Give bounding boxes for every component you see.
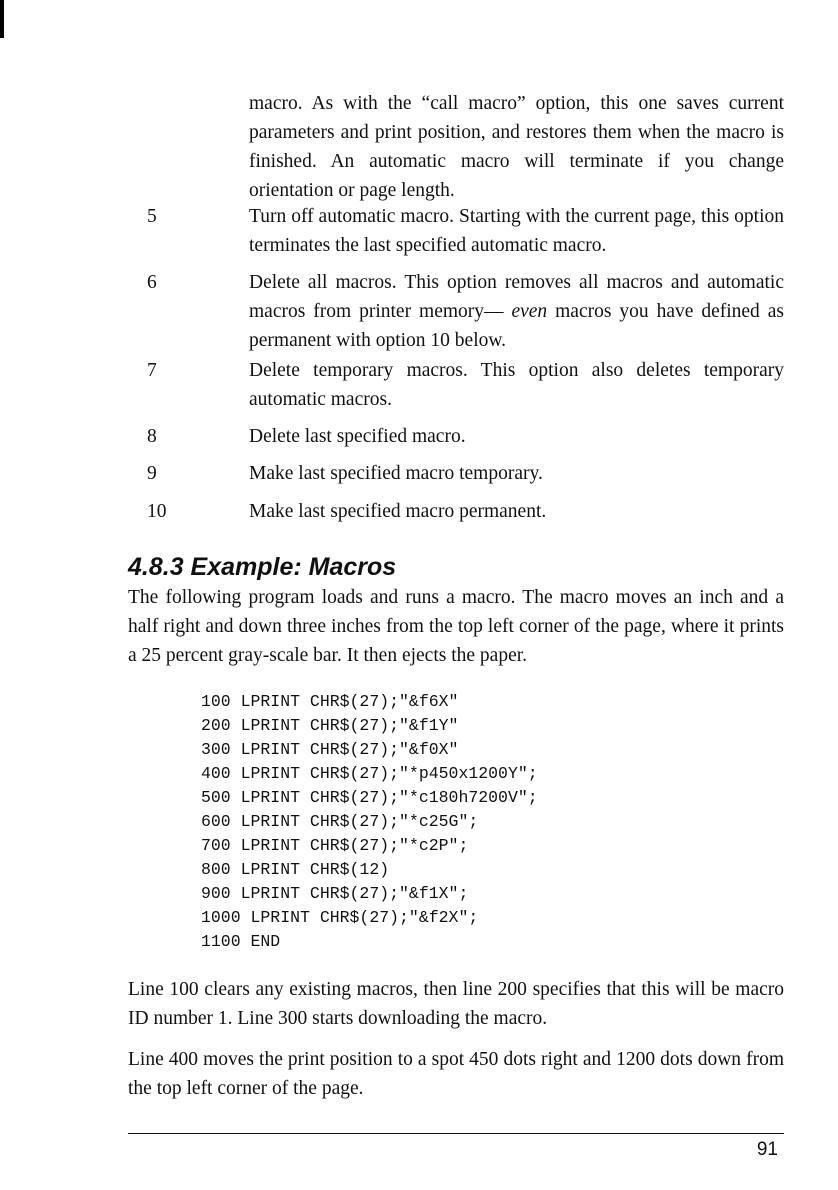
code-line: 1000 LPRINT CHR$(27);"&f2X";: [201, 908, 479, 927]
code-line: 100 LPRINT CHR$(27);"&f6X": [201, 692, 459, 711]
code-line: 600 LPRINT CHR$(27);"*c25G";: [201, 812, 479, 831]
option-number: 10: [147, 501, 167, 522]
scan-edge-mark: [0, 0, 4, 38]
option-number: 7: [147, 360, 157, 381]
code-line: 400 LPRINT CHR$(27);"*p450x1200Y";: [201, 764, 538, 783]
explanation-paragraph-1: Line 100 clears any existing macros, then line 200 specifies that this will be macro ID number 1. Line 300 starts downloading the macro.: [128, 979, 784, 1029]
option-description: Turn off automatic macro. Starting with the current page, this option terminates the last specified automatic macro.: [249, 206, 784, 256]
code-line: 500 LPRINT CHR$(27);"*c180h7200V";: [201, 788, 538, 807]
option-description: [249, 268, 784, 355]
option-description: Make last specified macro temporary.: [249, 463, 543, 484]
option-number: 8: [147, 426, 157, 447]
code-line: 800 LPRINT CHR$(12): [201, 860, 390, 879]
code-listing: [201, 690, 538, 954]
option-text-after: macros you have defined as permanent with option 10 below.: [249, 301, 784, 351]
section-heading: 4.8.3 Example: Macros: [128, 553, 397, 581]
option-emphasis: even: [511, 301, 548, 322]
option-description: Delete last specified macro.: [249, 426, 466, 447]
option-number: 6: [147, 272, 157, 293]
explanation-paragraph-2: Line 400 moves the print position to a spot 450 dots right and 1200 dots down from the top left corner of the page.: [128, 1049, 784, 1099]
code-line: 1100 END: [201, 932, 281, 951]
code-line: 900 LPRINT CHR$(27);"&f1X";: [201, 884, 469, 903]
option-text-before: Delete all macros. This option removes all macros and automatic macros from printer memory—: [249, 272, 784, 322]
option-description: Make last specified macro permanent.: [249, 501, 547, 522]
option-number: 9: [147, 463, 157, 484]
code-line: 200 LPRINT CHR$(27);"&f1Y": [201, 716, 459, 735]
intro-paragraph: macro. As with the “call macro” option, this one saves current parameters and print position, and restores them when the macro is finished. An automatic macro will terminate if you change orientation or page length.: [249, 93, 784, 201]
page-number: 91: [756, 1139, 778, 1160]
footer-rule: [128, 1133, 784, 1134]
code-line: 300 LPRINT CHR$(27);"&f0X": [201, 740, 459, 759]
section-intro: The following program loads and runs a macro. The macro moves an inch and a half right and down three inches from the top left corner of the page, where it prints a 25 percent gray-scale bar. It then ejects the paper.: [128, 587, 784, 666]
option-number: 5: [147, 206, 157, 227]
option-description: Delete temporary macros. This option also deletes temporary automatic macros.: [249, 360, 784, 410]
code-line: 700 LPRINT CHR$(27);"*c2P";: [201, 836, 469, 855]
